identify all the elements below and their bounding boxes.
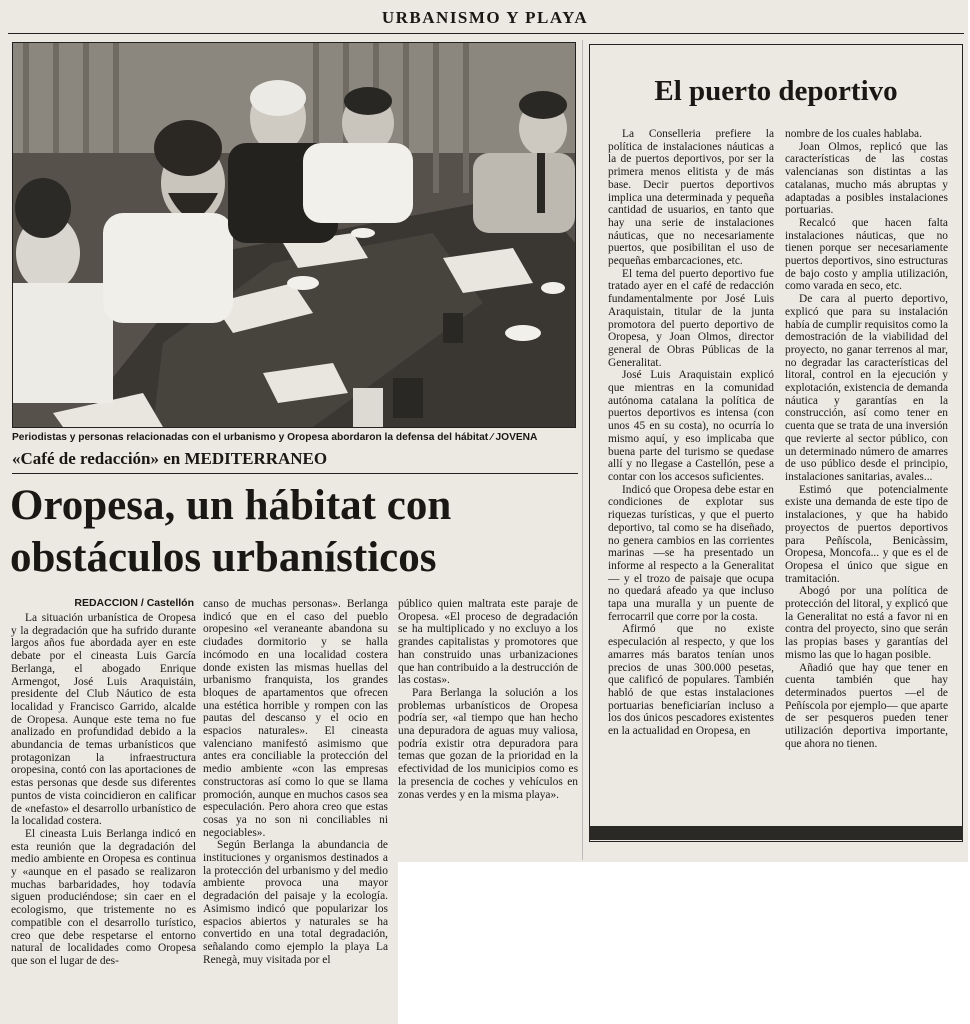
paragraph: público quien maltrata este paraje de Oropesa. «El proceso de degradación se ha multiplicado y no excluyo a los grandes capitalistas y promotores que han construido unas urbanizaciones que han contribuido a la destrucción de las costas».: [398, 598, 578, 687]
sidebar-column-1: [608, 128, 774, 738]
paragraph: Joan Olmos, replicó que las características de las costas valencianas son distintas a las catalanas, mucho más abruptas y adaptadas a posibles instalaciones portuarias.: [785, 140, 948, 217]
paragraph: canso de muchas personas». Berlanga indicó que en el caso del pueblo oropesino «el veraneante abandona su ciudades dormitorio y se halla incómodo en una localidad costera donde existen las mismas huellas del urbanismo franquista, los grandes bloques de apartamentos que ofrecen una estética horrible y rompen con las pautas del descanso y el ocio en espacios naturales». El cineasta valenciano manifestó asimismo que antes era conciliable la protección del medio ambiente «con las empresas constructoras así como lo que se llama promoción, aunque en muchos casos sea especulación. Pero ahora creo que estas cosas ya no son ni conciliables ni negociables».: [203, 598, 388, 839]
paragraph: La Conselleria prefiere la política de instalaciones náuticas a la de puertos deportivos, por ser la primera menos elitista y de más base. Decir puertos deportivos implica una determinada y pequeña cantidad de usuarios, en tanto que hay una serie de instalaciones náuticas, que no necesariamente puertos, que posibilitan el uso de pequeñas embarcaciones, etc.: [608, 128, 774, 268]
photo-illustration: [13, 43, 575, 427]
article-column-1: [11, 612, 196, 968]
paragraph: nombre de los cuales hablaba.: [785, 128, 922, 140]
article-column-3: [398, 598, 578, 801]
paragraph: Recalcó que hacen falta instalaciones náuticas, que no tienen porque ser necesariamente puertos deportivos, sino estructuras de bajo costo y amplia utilización, como varada en seco, etc.: [785, 216, 948, 293]
paragraph: Indicó que Oropesa debe estar en condiciones de explotar sus riquezas turísticas, y que el puerto deportivo, tal como se ha diseñado, no genera cambios en las corrientes marinas —se ha presentado un informe al respecto a la Generalitat— y el trozo de paisaje que ocupa no quedará afeado ya que incluso tapa una muralla y un puente de ferrocarril que corre por la costa.: [608, 483, 774, 623]
paragraph: Según Berlanga la abundancia de instituciones y organismos destinados a la protección del urbanismo y del medio ambiente provoca una mayor degradación del paisaje y la ecología. Asimismo indicó que popularizar los espacios abiertos y naturales se ha convertido en una total degradación, señalando como ejemplo la playa La Renegà, muy visitada por el: [203, 839, 388, 966]
column-divider: [582, 40, 583, 860]
paragraph: Para Berlanga la solución a los problemas urbanísticos de Oropesa podría ser, «al tiempo que han hecho una depuradora de aguas muy valiosa, podría existir otra depuradora para temas que gozan de la prioridad en la efectividad de los municipios como es la presencia de coches y vehículos en zonas verdes y en la misma playa».: [398, 686, 578, 801]
sidebar-bottom-bar: [589, 826, 963, 840]
paragraph: Abogó por una política de protección del litoral, y explicó que la Generalitat no está a favor ni en contra del proyecto, sino que serán las propias bases y garantías del mismo las que lo hagan posible.: [785, 585, 948, 661]
paragraph: El tema del puerto deportivo fue tratado ayer en el café de redacción fundamentalmente por José Luis Araquistain, titular de la junta promotora del puerto deportivo de Oropesa, y Joan Olmos, director general de Obras Públicas de la Generalitat.: [608, 267, 774, 369]
paragraph: La situación urbanística de Oropesa y la degradación que ha sufrido durante largos años fue abordada ayer en este debate por el cineasta Luis García Berlanga, el abogado Enrique Armengot, José Luis Araquistáin, presidente del Club Náutico de esta localidad y Francisco Garrido, alcalde de Oropesa. Aunque este tema no fue analizado en profundidad debido a la abundancia de temas urbanísticos que protagonizan la infraestructura oropesina, contó con las aportaciones de estas personas que desde sus diferentes puntos de vista coincidieron en calificar de «nefasto» el desarrollo urbanístico de la localidad costera.: [11, 612, 196, 828]
sidebar-title: El puerto deportivo: [654, 75, 898, 107]
sidebar-column-2: [785, 128, 948, 750]
byline: REDACCION / Castellón: [74, 597, 194, 609]
kicker-rule: [12, 473, 578, 474]
section-heading: URBANISMO Y PLAYA: [381, 8, 589, 27]
article-headline: Oropesa, un hábitat con obstáculos urbanísticos: [10, 482, 452, 581]
paragraph: Añadió que hay que tener en cuenta también que hay determinados puertos —el de Peñíscola por ejemplo— que aparte de ser pesqueros pueden tener utilización deportiva importante, que ahora no tienen.: [785, 661, 948, 750]
paragraph: De cara al puerto deportivo, explicó que para su instalación había de cumplir requisitos como la demostración de la viabilidad del proyecto, no ganar terrenos al mar, no degradar las características del litoral, control en la ejecución y explotación, existencia de demanda náutica y garantías en la construcción, así como tener en cuenta que se trata de una inversión que revierte al sector público, con un determinado número de amarres de uso público desde el principio, instalaciones sanitarias, avales...: [785, 293, 948, 483]
paragraph: Afirmó que no existe especulación al respecto, y que los amarres más baratos tenían unos precios de unas 300.000 pesetas, que calificó de populares. También habló de que estas instalaciones portuarias beneficiarían incluso a los dos únicos pescadores existentes en la actualidad en Oropesa, en: [608, 623, 774, 738]
news-photo: [12, 42, 576, 428]
paragraph: José Luis Araquistain explicó que mientras en la comunidad autónoma catalana la política de puertos deportivos es intensa (con unos 45 en su costa), no ocurría lo mismo aquí, y eso implicaba que buena parte del turismo se quedase allí y no llegase a Castellón, pese a contar con los accesos suficientes.: [608, 369, 774, 483]
article-column-2: [203, 598, 388, 966]
article-kicker: «Café de redacción» en MEDITERRANEO: [12, 449, 328, 468]
paragraph: El cineasta Luis Berlanga indicó en esta reunión que la degradación del medio ambiente en Oropesa es continua y «aunque en el pasado se realizaron muchas barbaridades, hoy todavía siguen produciéndose; sin caer en el ecologismo, que tristemente no es compatible con el desarrollo turístico, creo que debe respetarse el entorno natural de localidades como Oropesa que son el lugar de des-: [11, 827, 196, 967]
section-rule: [8, 33, 964, 34]
photo-caption: Periodistas y personas relacionadas con el urbanismo y Oropesa abordaron la defensa del hábitat ⁄ JOVENA: [12, 432, 538, 443]
paragraph: Estimó que potencialmente existe una demanda de este tipo de instalaciones, y que ha habido proyectos de puertos deportivos para Peñíscola, Benicàssim, Oropesa, Moncofa... y que es el de Oropesa el único que sigue en tramitación.: [785, 483, 948, 585]
